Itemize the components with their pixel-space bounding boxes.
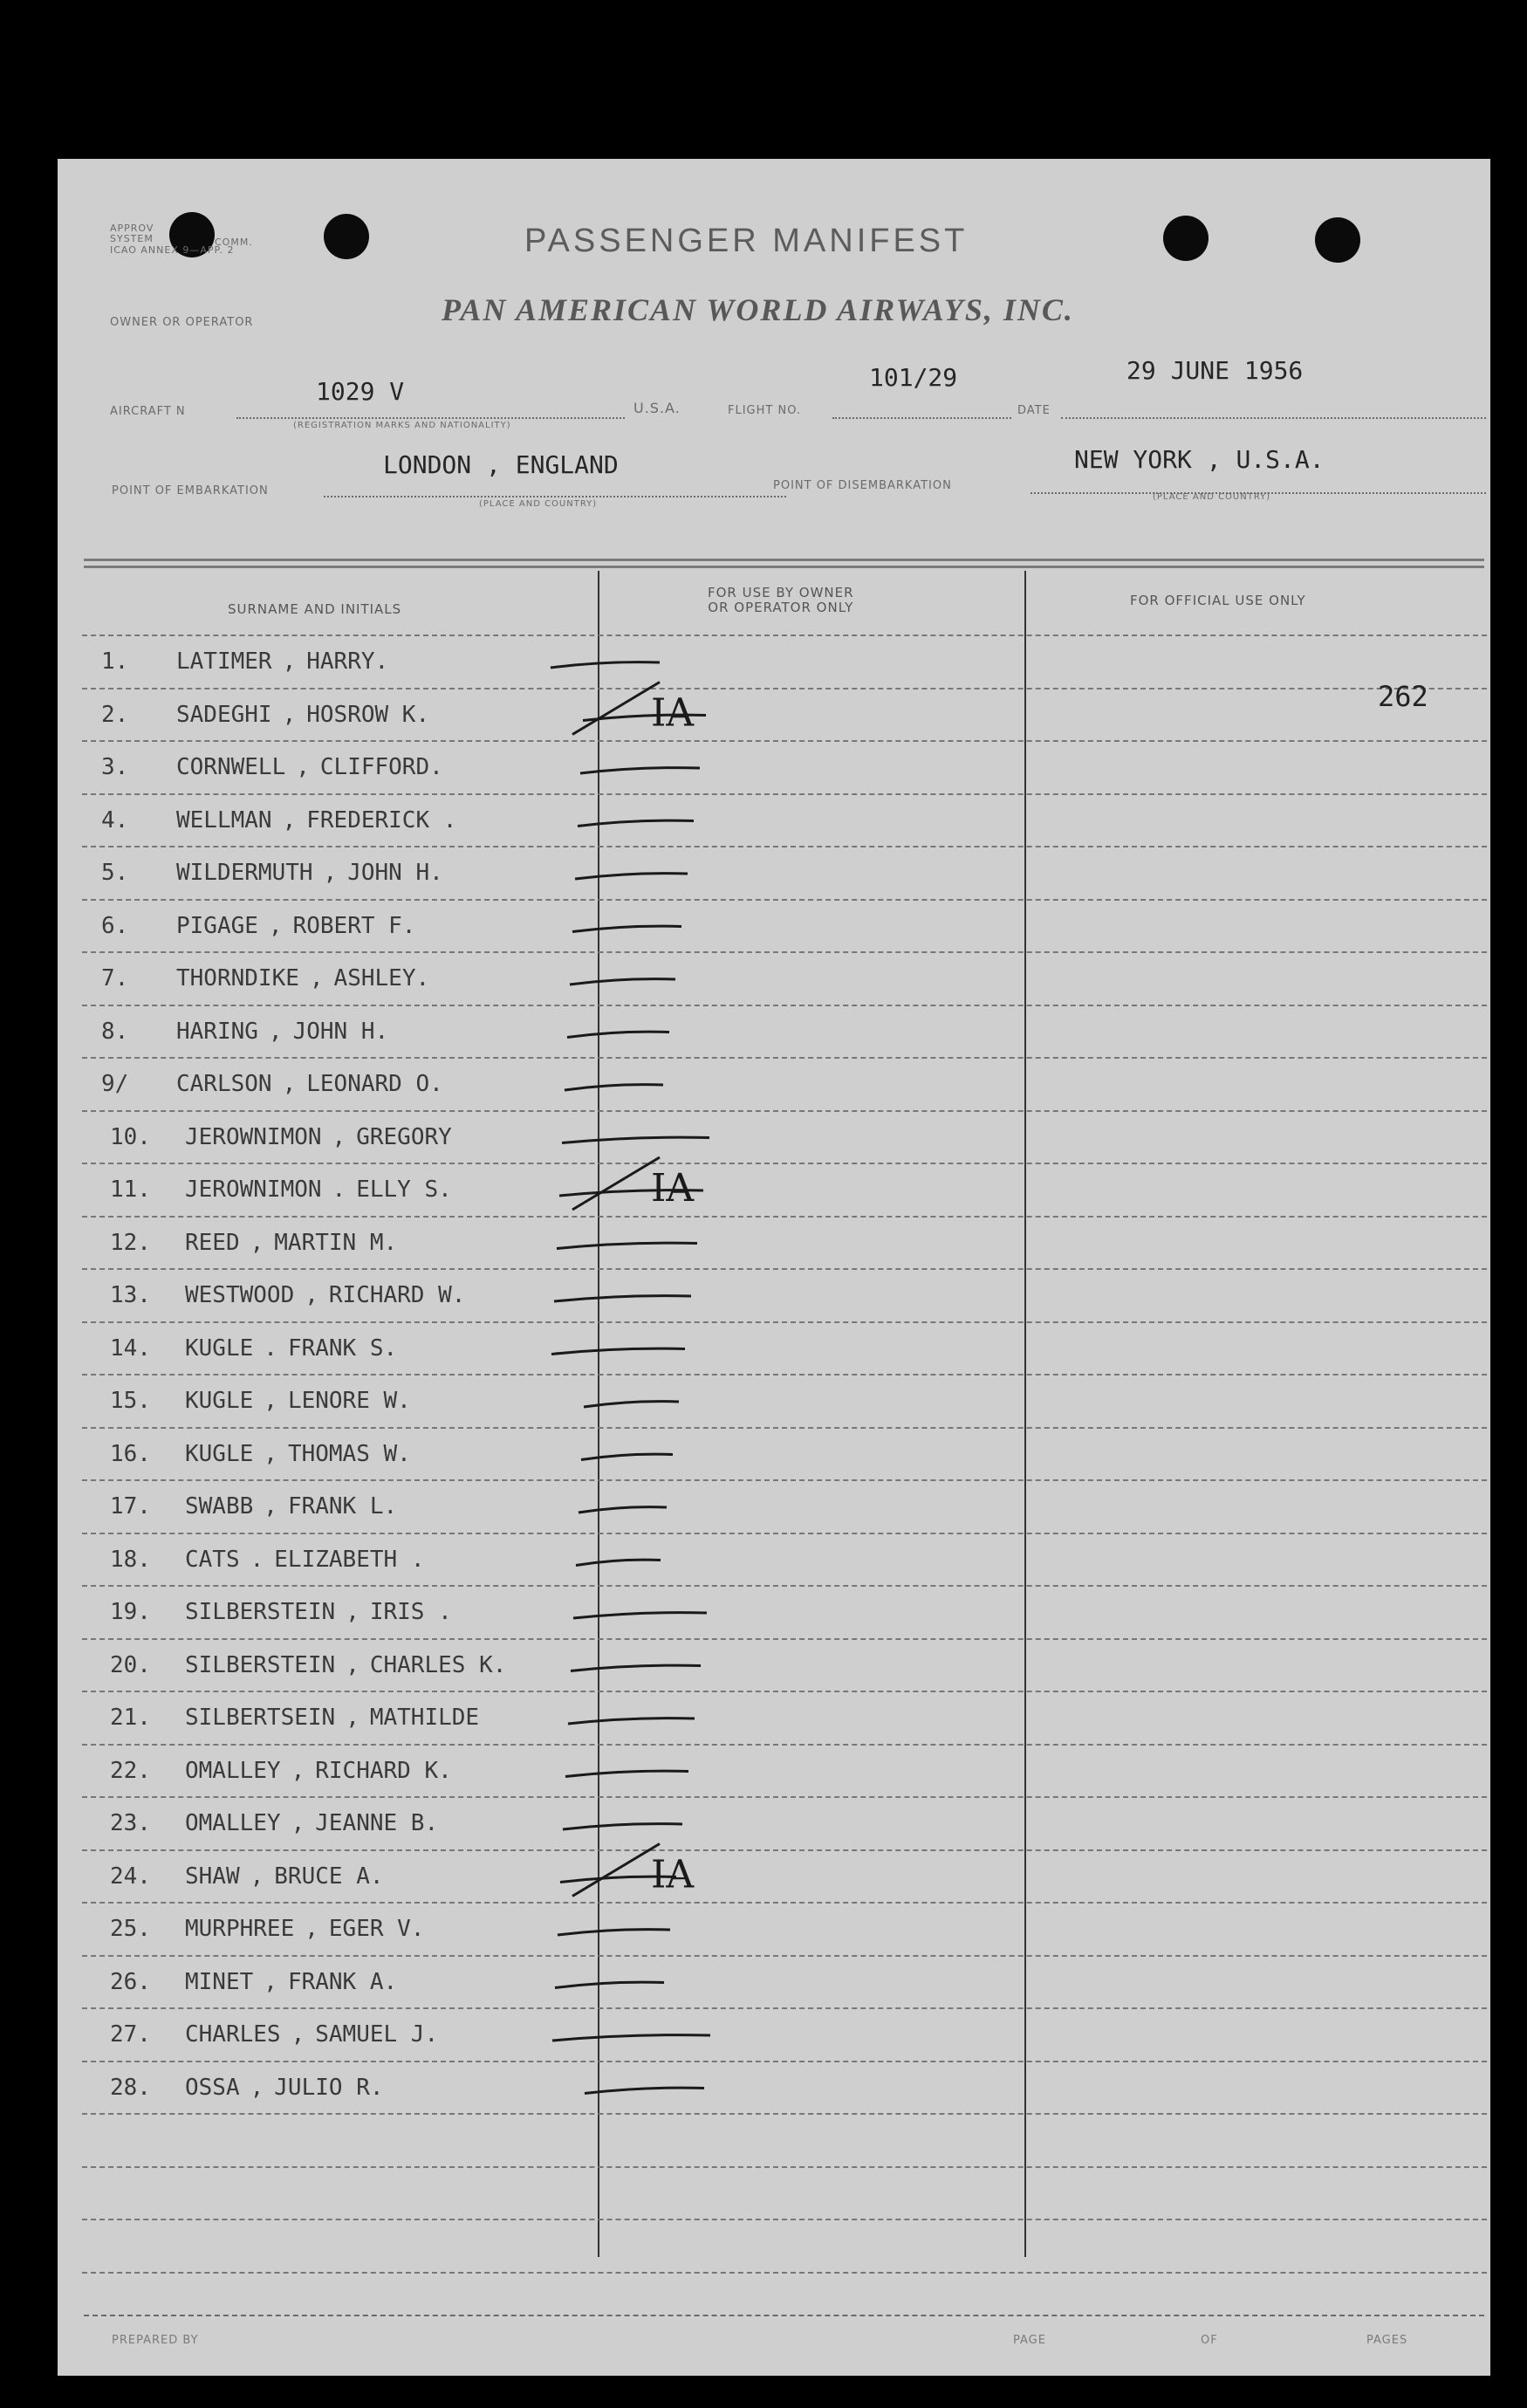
handwritten-tick [552, 2035, 710, 2041]
passenger-surname: KUGLE [185, 1441, 254, 1467]
disembarkation-place: NEW YORK , U.S.A. [1074, 445, 1325, 474]
passenger-number: 3. [101, 754, 129, 780]
passenger-given-name: SAMUEL J. [315, 2021, 439, 2048]
passenger-surname: WESTWOOD [185, 1282, 295, 1308]
disembarkation-place-note: (PLACE AND COUNTRY) [1153, 492, 1271, 502]
manifest-page [58, 159, 1490, 2376]
name-separator: , [291, 2021, 305, 2048]
passenger-surname: JEROWNIMON [185, 1124, 322, 1150]
passenger-given-name: EGER V. [328, 1916, 425, 1942]
name-separator: , [264, 1388, 277, 1414]
passenger-surname: SILBERSTEIN [185, 1599, 336, 1625]
passenger-given-name: FRANK L. [287, 1493, 398, 1520]
name-separator: , [309, 965, 324, 991]
handwritten-tick [584, 1402, 679, 1407]
passenger-number: 13. [110, 1282, 151, 1308]
name-separator: , [296, 754, 310, 780]
registration-note: (REGISTRATION MARKS AND NATIONALITY) [293, 421, 511, 430]
handwritten-tick [570, 979, 675, 984]
passenger-surname: SILBERTSEIN [185, 1705, 336, 1731]
passenger-number: 23. [110, 1810, 151, 1836]
passenger-surname: KUGLE [185, 1335, 254, 1362]
embarkation-place-note: (PLACE AND COUNTRY) [479, 499, 598, 509]
flight-no-label: FLIGHT NO. [728, 404, 802, 417]
passenger-surname: MINET [185, 1969, 254, 1995]
passenger-number: 4. [101, 807, 129, 834]
handwritten-tick [558, 1930, 670, 1935]
name-separator: , [291, 1758, 305, 1784]
handwritten-tick [580, 768, 700, 773]
passenger-surname: REED [185, 1230, 240, 1256]
passenger-number: 1. [101, 648, 129, 675]
passenger-given-name: ROBERT F. [292, 913, 416, 939]
embarkation-city: LONDON [383, 450, 472, 479]
passenger-given-name: LENORE W. [287, 1388, 411, 1414]
passenger-number: 10. [110, 1124, 151, 1150]
disembarkation-country: U.S.A. [1236, 445, 1325, 474]
passenger-given-name: JOHN H. [347, 860, 443, 886]
passenger-surname: SADEGHI [176, 702, 272, 728]
passenger-number: 22. [110, 1758, 151, 1784]
passenger-number: 14. [110, 1335, 151, 1362]
passenger-given-name: JOHN H. [292, 1019, 389, 1045]
handwritten-tick [579, 1507, 667, 1513]
passenger-given-name: CLIFFORD. [319, 754, 443, 780]
handwritten-tick [562, 1137, 709, 1142]
official-use-note: 262 [1378, 680, 1428, 713]
passenger-number: 20. [110, 1652, 151, 1678]
name-separator: , [346, 1599, 359, 1625]
passenger-surname: WILDERMUTH [176, 860, 313, 886]
operator-name: PAN AMERICAN WORLD AIRWAYS, INC. [442, 292, 1074, 327]
handwritten-tick [585, 2088, 704, 2093]
embarkation-country: ENGLAND [515, 450, 619, 479]
name-separator: , [291, 1810, 305, 1836]
handwritten-marks [58, 159, 1490, 2376]
name-separator: , [264, 1969, 277, 1995]
handwritten-tick [551, 1348, 685, 1354]
name-separator: , [323, 860, 338, 886]
name-separator: , [282, 702, 297, 728]
passenger-surname: OSSA [185, 2075, 240, 2101]
passenger-given-name: JEANNE B. [315, 1810, 439, 1836]
passenger-surname: LATIMER [176, 648, 272, 675]
passenger-surname: THORNDIKE [176, 965, 299, 991]
passenger-number: 15. [110, 1388, 151, 1414]
name-separator: , [250, 1863, 264, 1890]
passenger-given-name: HOSROW K. [306, 702, 430, 728]
passenger-surname: OMALLEY [185, 1758, 281, 1784]
passenger-number: 16. [110, 1441, 151, 1467]
passenger-number: 12. [110, 1230, 151, 1256]
aircraft-registration: 1029 V [316, 377, 405, 406]
flight-number: 101/29 [869, 363, 958, 392]
passenger-surname: OMALLEY [185, 1810, 281, 1836]
name-separator: , [346, 1652, 359, 1678]
passenger-surname: CATS [185, 1547, 240, 1573]
name-separator: . [264, 1335, 277, 1362]
passenger-given-name: IRIS . [369, 1599, 452, 1625]
usa-label: U.S.A. [633, 400, 681, 416]
passenger-given-name: JULIO R. [274, 2075, 384, 2101]
passenger-number: 28. [110, 2075, 151, 2101]
footer-rule [84, 2315, 1484, 2316]
passenger-number: 19. [110, 1599, 151, 1625]
passenger-given-name: MATHILDE [369, 1705, 480, 1731]
disembarkation-label: POINT OF DISEMBARKATION [773, 479, 952, 492]
handwritten-tick [575, 874, 688, 879]
approval-stamp-line: COMM. [215, 237, 253, 248]
passenger-surname: KUGLE [185, 1388, 254, 1414]
prepared-by-label: PREPARED BY [112, 2334, 199, 2347]
passenger-given-name: HARRY. [306, 648, 389, 675]
name-separator: , [250, 2075, 264, 2101]
passenger-given-name: FRANK A. [287, 1969, 398, 1995]
passenger-number: 26. [110, 1969, 151, 1995]
passenger-surname: SILBERSTEIN [185, 1652, 336, 1678]
passenger-surname: SWABB [185, 1493, 254, 1520]
name-separator: . [332, 1177, 346, 1203]
page-label: PAGE [1013, 2334, 1046, 2347]
passenger-surname: MURPHREE [185, 1916, 295, 1942]
handwritten-slash [572, 1844, 660, 1897]
name-separator: , [305, 1916, 318, 1942]
name-separator: , [264, 1441, 277, 1467]
passenger-given-name: BRUCE A. [274, 1863, 384, 1890]
passenger-number: 2. [101, 702, 129, 728]
passenger-surname: CHARLES [185, 2021, 281, 2048]
handwritten-tick [572, 926, 681, 931]
handwritten-tick [571, 1665, 701, 1671]
handwritten-tick [576, 1560, 661, 1565]
handwritten-tick [567, 1032, 669, 1037]
handwritten-tick [565, 1085, 663, 1090]
passenger-number: 9/ [101, 1071, 129, 1097]
pages-label: PAGES [1366, 2334, 1408, 2347]
disembarkation-city: NEW YORK [1074, 445, 1192, 474]
of-label: OF [1201, 2334, 1218, 2347]
handwritten-tick [551, 662, 660, 668]
embarkation-place: LONDON , ENGLAND [383, 450, 619, 479]
name-separator: , [282, 807, 297, 834]
approval-stamp-line: ICAO ANNEX 9—APP. 2 [110, 244, 235, 256]
passenger-number: 24. [110, 1863, 151, 1890]
passenger-given-name: ELIZABETH . [274, 1547, 425, 1573]
handwritten-tick [573, 1613, 707, 1618]
passenger-number: 27. [110, 2021, 151, 2048]
passenger-number: 25. [110, 1916, 151, 1942]
owner-column-header-line: FOR USE BY OWNER [708, 585, 854, 600]
name-separator: , [346, 1705, 359, 1731]
passenger-given-name: CHARLES K. [369, 1652, 507, 1678]
handwritten-tick [555, 1982, 664, 1987]
name-separator: , [250, 1230, 264, 1256]
passenger-number: 21. [110, 1705, 151, 1731]
passenger-surname: WELLMAN [176, 807, 272, 834]
approval-stamp-line: SYSTEM [110, 233, 154, 244]
passenger-given-name: ELLY S. [356, 1177, 452, 1203]
name-separator: , [332, 1124, 346, 1150]
passenger-number: 8. [101, 1019, 129, 1045]
aircraft-label: AIRCRAFT N [110, 405, 186, 418]
handwritten-slash [572, 683, 660, 735]
passenger-number: 6. [101, 913, 129, 939]
passenger-number: 7. [101, 965, 129, 991]
surname-column-header: SURNAME AND INITIALS [228, 601, 402, 617]
passenger-given-name: FRANK S. [287, 1335, 398, 1362]
document-title: PASSENGER MANIFEST [524, 223, 969, 259]
date-label: DATE [1017, 404, 1051, 417]
passenger-given-name: LEONARD O. [306, 1071, 443, 1097]
handwritten-tick [563, 1824, 682, 1829]
name-separator: , [282, 648, 297, 675]
name-separator: . [250, 1547, 264, 1573]
name-separator: , [268, 913, 283, 939]
passenger-surname: CORNWELL [176, 754, 286, 780]
handwritten-initials: IA [651, 1166, 695, 1211]
name-separator: , [282, 1071, 297, 1097]
passenger-given-name: FREDERICK . [306, 807, 457, 834]
handwritten-slash [572, 1157, 660, 1210]
passenger-number: 17. [110, 1493, 151, 1520]
passenger-number: 5. [101, 860, 129, 886]
handwritten-initials: IA [651, 690, 695, 736]
handwritten-tick [578, 820, 694, 826]
passenger-given-name: MARTIN M. [274, 1230, 398, 1256]
handwritten-tick [557, 1243, 697, 1248]
approval-stamp-line: APPROV [110, 223, 154, 234]
flight-date: 29 JUNE 1956 [1126, 356, 1304, 385]
name-separator: , [268, 1019, 283, 1045]
owner-column-header-line: OR OPERATOR ONLY [708, 600, 854, 615]
passenger-number: 18. [110, 1547, 151, 1573]
passenger-surname: HARING [176, 1019, 258, 1045]
embarkation-label: POINT OF EMBARKATION [112, 484, 269, 497]
passenger-given-name: RICHARD W. [328, 1282, 466, 1308]
passenger-given-name: THOMAS W. [287, 1441, 411, 1467]
passenger-given-name: ASHLEY. [333, 965, 430, 991]
owner-label: OWNER OR OPERATOR [110, 316, 254, 329]
name-separator: , [305, 1282, 318, 1308]
passenger-number: 11. [110, 1177, 151, 1203]
official-column-header: FOR OFFICIAL USE ONLY [1130, 593, 1306, 608]
name-separator: , [264, 1493, 277, 1520]
handwritten-tick [581, 1454, 673, 1459]
handwritten-tick [554, 1296, 691, 1301]
passenger-surname: PIGAGE [176, 913, 258, 939]
passenger-given-name: GREGORY [356, 1124, 452, 1150]
handwritten-initials: IA [651, 1852, 695, 1897]
handwritten-tick [568, 1719, 695, 1724]
passenger-surname: JEROWNIMON [185, 1177, 322, 1203]
passenger-surname: CARLSON [176, 1071, 272, 1097]
passenger-surname: SHAW [185, 1863, 240, 1890]
passenger-given-name: RICHARD K. [315, 1758, 452, 1784]
handwritten-tick [565, 1771, 688, 1776]
